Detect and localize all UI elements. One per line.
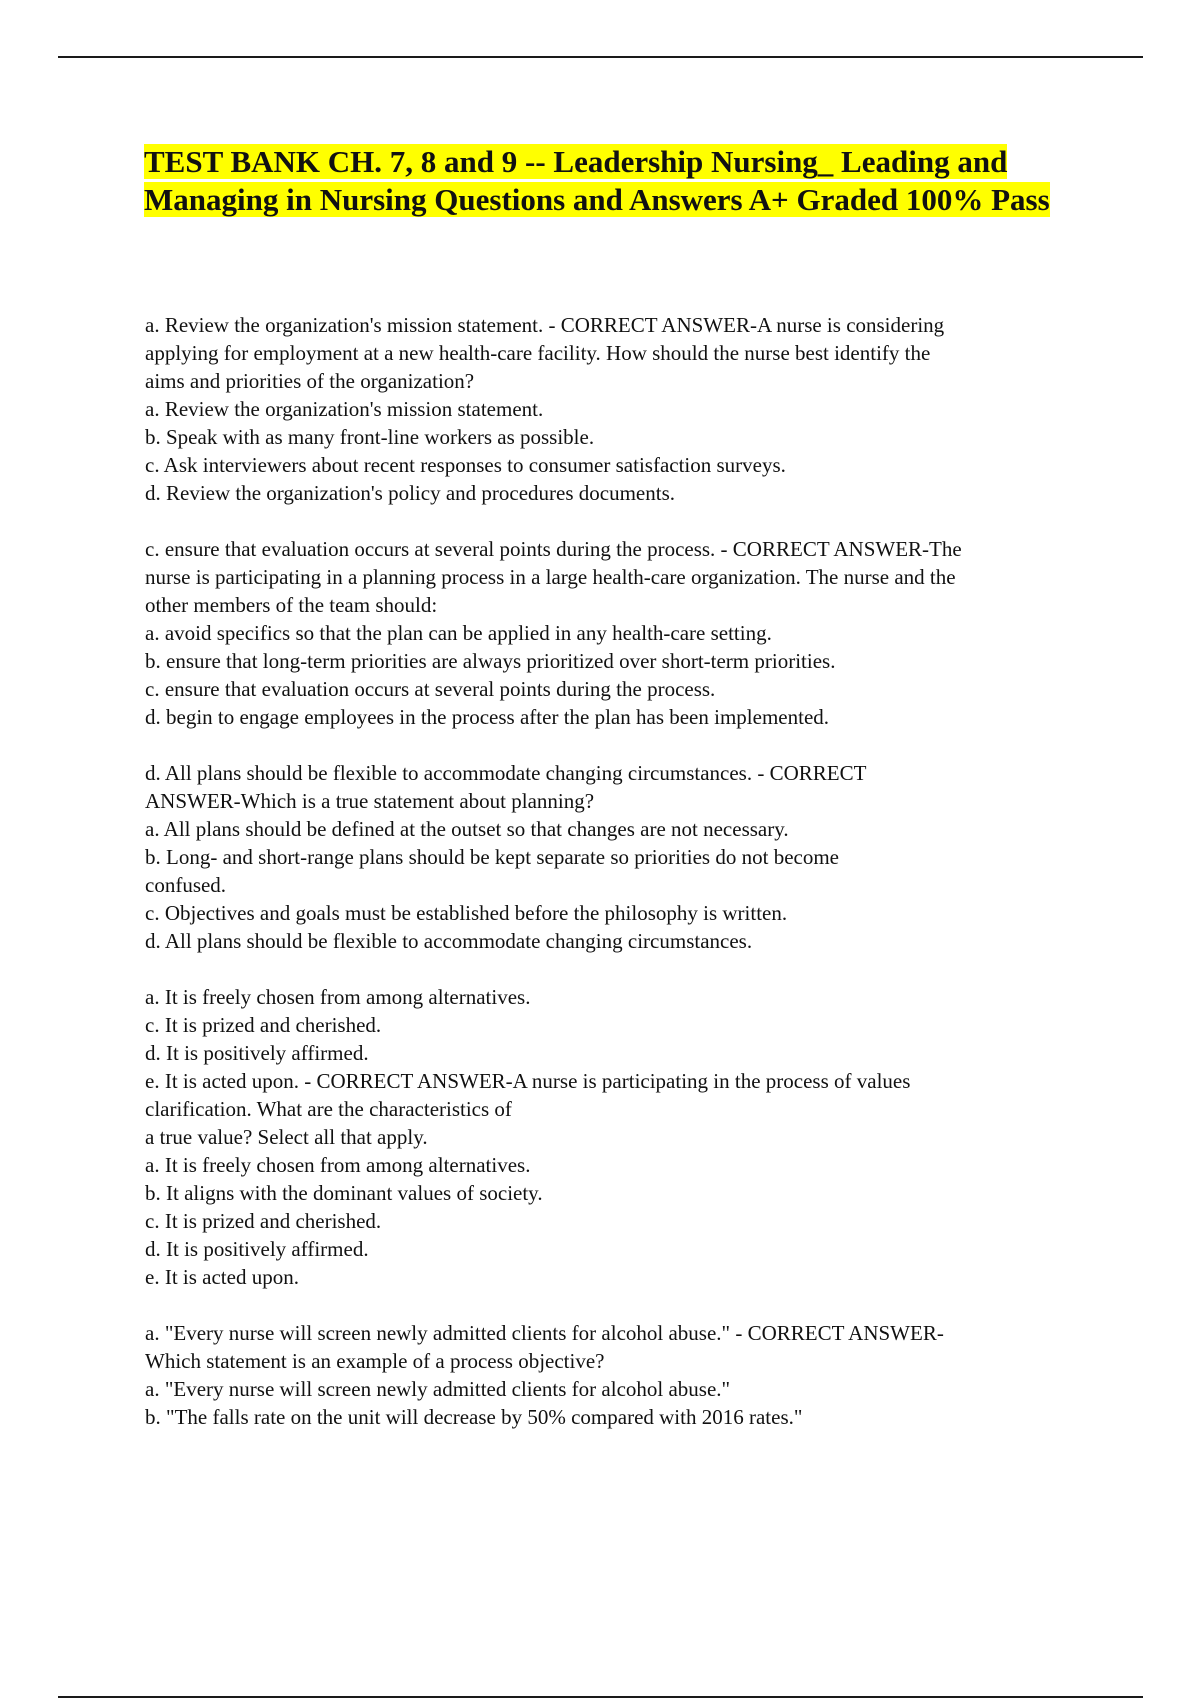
qa-line: d. All plans should be flexible to accommodate changing circumstances. [145, 929, 753, 953]
qa-line: b. "The falls rate on the unit will decrease by 50% compared with 2016 rates." [145, 1405, 803, 1429]
qa-line: applying for employment at a new health-care facility. How should the nurse best identify the [145, 341, 931, 365]
qa-line: other members of the team should: [145, 593, 438, 617]
qa-line: confused. [145, 873, 227, 897]
qa-line: d. begin to engage employees in the process after the plan has been implemented. [145, 705, 830, 729]
qa-line: d. Review the organization's policy and procedures documents. [145, 481, 676, 505]
qa-line: c. It is prized and cherished. [145, 1209, 382, 1233]
qa-line: b. ensure that long-term priorities are always prioritized over short-term priorities. [145, 649, 836, 673]
qa-block [145, 983, 1100, 1291]
qa-line: e. It is acted upon. [145, 1265, 299, 1289]
qa-line: d. All plans should be flexible to accommodate changing circumstances. - CORRECT [145, 761, 867, 785]
qa-line: d. It is positively affirmed. [145, 1041, 369, 1065]
qa-line: c. ensure that evaluation occurs at several points during the process. [145, 677, 716, 701]
qa-line: a. avoid specifics so that the plan can be applied in any health-care setting. [145, 621, 772, 645]
qa-line: nurse is participating in a planning process in a large health-care organization. The nurse and the [145, 565, 956, 589]
qa-line: c. Ask interviewers about recent responses to consumer satisfaction surveys. [145, 453, 786, 477]
qa-line: a. "Every nurse will screen newly admitted clients for alcohol abuse." [145, 1377, 731, 1401]
qa-line: b. It aligns with the dominant values of society. [145, 1181, 543, 1205]
qa-line: ANSWER-Which is a true statement about planning? [145, 789, 595, 813]
top-divider [58, 56, 1143, 58]
qa-line: c. ensure that evaluation occurs at several points during the process. - CORRECT ANSWER-The [145, 537, 962, 561]
qa-block [145, 311, 1100, 507]
qa-line: a true value? Select all that apply. [145, 1125, 428, 1149]
qa-line: a. Review the organization's mission statement. [145, 397, 544, 421]
qa-block [145, 759, 1100, 955]
qa-line: a. All plans should be defined at the outset so that changes are not necessary. [145, 817, 789, 841]
bottom-divider [58, 1696, 1143, 1698]
qa-line: b. Long- and short-range plans should be kept separate so priorities do not become [145, 845, 839, 869]
qa-line: clarification. What are the characteristics of [145, 1097, 512, 1121]
qa-line: c. Objectives and goals must be established before the philosophy is written. [145, 901, 788, 925]
qa-line: e. It is acted upon. - CORRECT ANSWER-A nurse is participating in the process of values [145, 1069, 911, 1093]
qa-line: a. "Every nurse will screen newly admitted clients for alcohol abuse." - CORRECT ANSWER- [145, 1321, 944, 1345]
qa-line: Which statement is an example of a process objective? [145, 1349, 605, 1373]
qa-block [145, 1319, 1100, 1431]
qa-line: aims and priorities of the organization? [145, 369, 475, 393]
qa-block [145, 535, 1100, 731]
qa-line: a. Review the organization's mission statement. - CORRECT ANSWER-A nurse is considering [145, 313, 945, 337]
qa-line: c. It is prized and cherished. [145, 1013, 382, 1037]
document-title [144, 143, 1074, 219]
title-highlight: TEST BANK CH. 7, 8 and 9 -- Leadership Nursing_ Leading and Managing in Nursing Questions and Answers A+ Graded 100% Pass [144, 144, 1050, 217]
document-body [145, 311, 1100, 1459]
qa-line: b. Speak with as many front-line workers as possible. [145, 425, 595, 449]
qa-line: d. It is positively affirmed. [145, 1237, 369, 1261]
qa-line: a. It is freely chosen from among alternatives. [145, 985, 531, 1009]
qa-line: a. It is freely chosen from among alternatives. [145, 1153, 531, 1177]
